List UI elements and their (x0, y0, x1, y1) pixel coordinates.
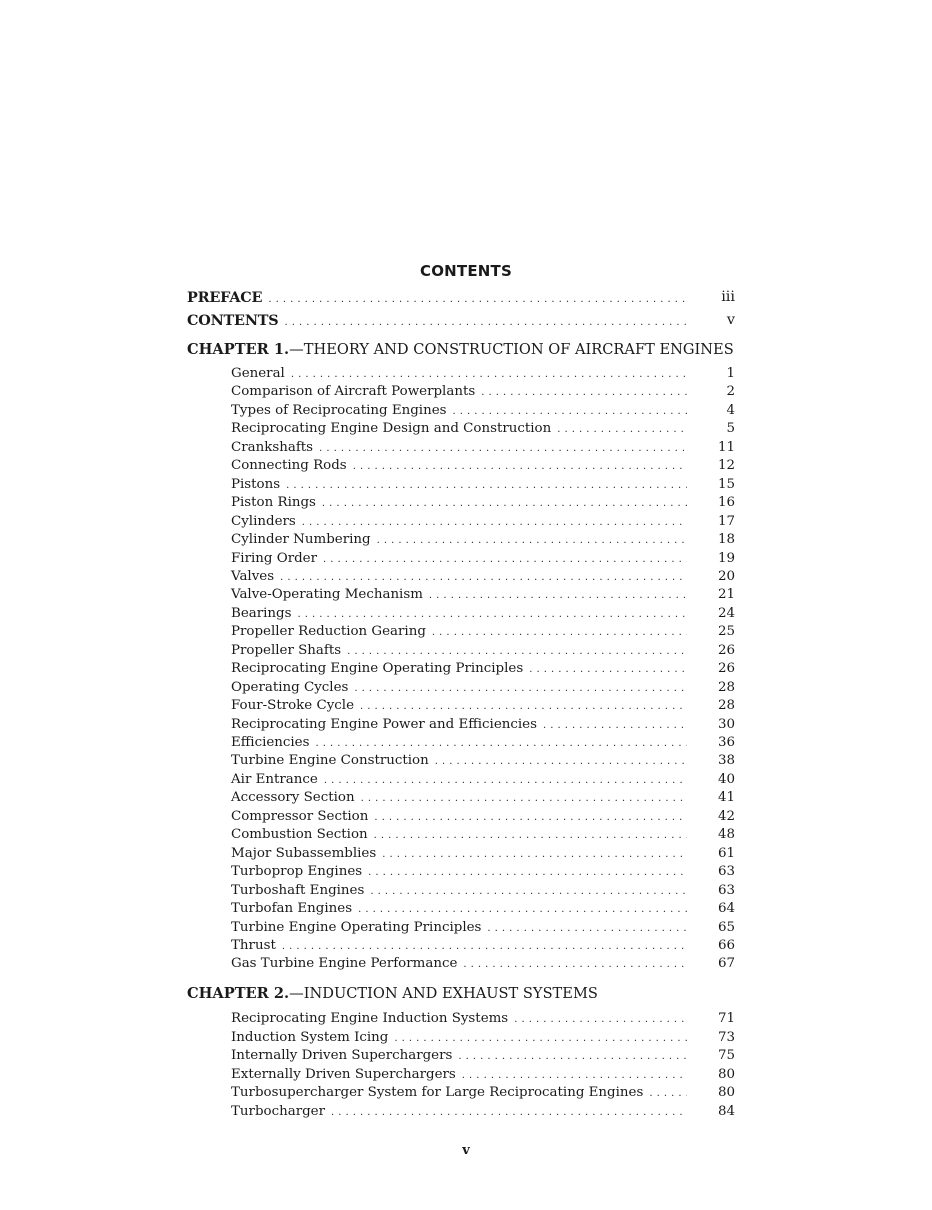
leader-dots (358, 904, 687, 915)
toc-entry[interactable] (231, 753, 735, 771)
toc-entry-preface[interactable] (187, 289, 735, 307)
toc-entry-label: Combustion Section (231, 827, 368, 843)
toc-entry[interactable] (231, 1103, 735, 1122)
toc-entry[interactable] (231, 698, 735, 716)
toc-entry[interactable] (231, 735, 735, 753)
toc-page-number: 4 (726, 402, 735, 418)
leader-dots (543, 720, 687, 731)
leader-dots (374, 812, 687, 823)
toc-page-number: 63 (717, 864, 735, 880)
toc-page-number: 40 (717, 771, 735, 787)
toc-entry-label: Firing Order (231, 550, 317, 566)
toc-page-number: 2 (726, 384, 735, 400)
toc-page-number: 80 (717, 1066, 735, 1082)
toc-entry-label: Externally Driven Superchargers (231, 1066, 456, 1082)
toc-entry-label: PREFACE (187, 289, 263, 306)
toc-entry[interactable] (231, 937, 735, 956)
toc-entry[interactable] (231, 845, 735, 864)
toc-entry[interactable] (231, 402, 735, 421)
leader-dots (331, 1107, 687, 1118)
leader-dots (649, 1088, 687, 1099)
toc-entry-label: Reciprocating Engine Operating Principles (231, 661, 524, 677)
toc-entry[interactable] (231, 679, 735, 698)
toc-page-number: 38 (717, 753, 735, 769)
toc-entry-label: Induction System Icing (231, 1029, 389, 1045)
page-folio: v (462, 1143, 470, 1158)
leader-dots (458, 1051, 687, 1062)
toc-entry[interactable] (231, 864, 735, 882)
toc-entry-label: CONTENTS (187, 312, 279, 329)
toc-entry-label: Turbocharger (231, 1103, 325, 1119)
toc-entry-label: Major Subassemblies (231, 845, 377, 861)
toc-entry-label: Reciprocating Engine Design and Construction (231, 421, 552, 437)
chapter-title: —THEORY AND CONSTRUCTION OF AIRCRAFT ENGINES (289, 341, 734, 358)
leader-dots (453, 406, 688, 417)
toc-entry[interactable] (231, 1085, 735, 1103)
toc-entry[interactable] (231, 827, 735, 845)
toc-entry-label: Pistons (231, 476, 281, 492)
toc-page-number: 36 (717, 735, 735, 750)
toc-page-number: 21 (717, 587, 735, 603)
toc-page-number: 42 (717, 808, 735, 824)
leader-dots (284, 317, 687, 328)
toc-entry-label: Accessory Section (231, 790, 355, 806)
leader-dots (291, 369, 687, 380)
leader-dots (514, 1014, 687, 1025)
toc-entry[interactable] (231, 1048, 735, 1066)
toc-page-number: 67 (717, 956, 735, 972)
chapter-number: CHAPTER 1. (187, 341, 290, 358)
toc-page-number: 18 (717, 532, 735, 548)
chapter-heading[interactable] (187, 985, 598, 1002)
toc-entry[interactable] (231, 366, 735, 384)
toc-entry-label: Turboshaft Engines (231, 882, 365, 898)
toc-page-number: 61 (717, 845, 735, 861)
toc-entry-label: Turbine Engine Construction (231, 753, 429, 769)
toc-entry-label: Air Entrance (231, 771, 318, 787)
toc-entry[interactable] (231, 495, 735, 513)
toc-page-number: 84 (717, 1103, 735, 1119)
chapter-title: —INDUCTION AND EXHAUST SYSTEMS (289, 985, 598, 1002)
leader-dots (353, 461, 687, 472)
toc-page-number: 26 (717, 661, 735, 677)
toc-entry[interactable] (231, 882, 735, 901)
toc-entry-label: Turbofan Engines (231, 901, 353, 917)
toc-entry-label: Internally Driven Superchargers (231, 1048, 453, 1063)
leader-dots (324, 775, 687, 786)
toc-entry-label: Thrust (231, 937, 276, 953)
leader-dots (319, 443, 687, 454)
toc-page-number: 75 (717, 1048, 735, 1063)
leader-dots (394, 1033, 687, 1044)
toc-entry[interactable] (231, 605, 735, 624)
toc-entry-label: Operating Cycles (231, 679, 349, 695)
toc-page-number: 66 (717, 937, 735, 953)
toc-entry[interactable] (231, 624, 735, 642)
leader-dots (429, 590, 687, 601)
toc-entry[interactable] (231, 513, 735, 532)
toc-entry-label: Comparison of Aircraft Powerplants (231, 384, 476, 400)
toc-entry-label: Bearings (231, 605, 292, 621)
toc-page-number: 28 (717, 698, 735, 714)
toc-entry-contents[interactable] (187, 312, 735, 330)
toc-entry[interactable] (231, 901, 735, 919)
toc-page-number: 65 (717, 919, 735, 935)
toc-entry[interactable] (231, 458, 735, 476)
toc-entry[interactable] (231, 476, 735, 495)
toc-page-number: 20 (717, 568, 735, 584)
leader-dots (463, 959, 687, 970)
page-title: CONTENTS (420, 262, 512, 280)
toc-entry[interactable] (231, 808, 735, 827)
toc-entry-label: Cylinders (231, 513, 296, 529)
toc-page-number: 5 (726, 421, 735, 437)
toc-entry[interactable] (231, 642, 735, 661)
leader-dots (462, 1070, 687, 1081)
leader-dots (347, 646, 687, 657)
leader-dots (374, 830, 687, 841)
toc-entry-label: Reciprocating Engine Power and Efficiencies (231, 716, 537, 732)
toc-page-number: 63 (717, 882, 735, 898)
toc-page-number: 28 (717, 679, 735, 695)
toc-entry[interactable] (231, 439, 735, 458)
toc-page-number: 71 (717, 1011, 735, 1026)
leader-dots (322, 498, 687, 509)
toc-entry[interactable] (231, 1011, 735, 1029)
toc-entry-label: Piston Rings (231, 495, 316, 511)
toc-entry-label: Compressor Section (231, 808, 369, 824)
leader-dots (286, 480, 687, 491)
toc-entry[interactable] (231, 771, 735, 790)
toc-entry-label: Gas Turbine Engine Performance (231, 956, 458, 972)
toc-page-number: 30 (717, 716, 735, 732)
toc-page-number: 73 (717, 1029, 735, 1045)
leader-dots (361, 793, 687, 804)
toc-page-number: iii (721, 289, 735, 305)
toc-entry-label: Valves (231, 568, 275, 584)
toc-entry-label: Crankshafts (231, 439, 314, 455)
toc-page-number: 19 (717, 550, 735, 566)
toc-entry-label: Efficiencies (231, 735, 310, 750)
toc-entry-label: Four-Stroke Cycle (231, 698, 354, 714)
toc-entry-label: Turbine Engine Operating Principles (231, 919, 482, 935)
leader-dots (360, 701, 687, 712)
toc-page-number: 80 (717, 1085, 735, 1100)
leader-dots (529, 664, 687, 675)
toc-entry-label: Connecting Rods (231, 458, 347, 474)
toc-entry-label: Reciprocating Engine Induction Systems (231, 1011, 509, 1026)
toc-page-number: 1 (726, 366, 735, 381)
toc-entry[interactable] (231, 661, 735, 679)
toc-page-number: 12 (717, 458, 735, 474)
toc-page-number: 24 (717, 605, 735, 621)
toc-entry-label: Valve-Operating Mechanism (231, 587, 423, 603)
toc-entry[interactable] (231, 956, 735, 974)
leader-dots (280, 572, 687, 583)
toc-entry[interactable] (231, 716, 735, 735)
leader-dots (368, 867, 687, 878)
toc-entry[interactable] (231, 568, 735, 587)
toc-entry[interactable] (231, 532, 735, 550)
leader-dots (432, 627, 687, 638)
toc-page-number: 26 (717, 642, 735, 658)
toc-entry-label: General (231, 366, 285, 381)
toc-entry-label: Propeller Shafts (231, 642, 342, 658)
toc-page-number: 25 (717, 624, 735, 640)
toc-entry[interactable] (231, 550, 735, 569)
leader-dots (298, 609, 688, 620)
toc-page-number: 64 (717, 901, 735, 917)
toc-page-number: 11 (717, 439, 735, 455)
leader-dots (323, 554, 687, 565)
toc-page-number: 17 (717, 513, 735, 529)
leader-dots (377, 535, 687, 546)
toc-entry[interactable] (231, 919, 735, 938)
chapter-heading[interactable] (187, 341, 734, 358)
toc-entry-label: Cylinder Numbering (231, 532, 371, 548)
leader-dots (268, 294, 687, 305)
leader-dots (382, 849, 687, 860)
toc-entry[interactable] (231, 1029, 735, 1048)
toc-page-number: 15 (717, 476, 735, 492)
leader-dots (315, 738, 687, 749)
leader-dots (354, 683, 687, 694)
leader-dots (487, 923, 687, 934)
leader-dots (481, 387, 687, 398)
toc-entry[interactable] (231, 790, 735, 808)
leader-dots (435, 756, 687, 767)
toc-entry[interactable] (231, 587, 735, 605)
leader-dots (302, 517, 687, 528)
toc-entry-label: Turbosupercharger System for Large Reciprocating Engines (231, 1085, 644, 1100)
leader-dots (282, 941, 687, 952)
toc-entry[interactable] (231, 384, 735, 402)
chapter-number: CHAPTER 2. (187, 985, 290, 1002)
toc-entry-label: Propeller Reduction Gearing (231, 624, 426, 640)
toc-page-number: 16 (717, 495, 735, 511)
toc-page-number: 41 (717, 790, 735, 806)
toc-entry[interactable] (231, 1066, 735, 1085)
leader-dots (370, 886, 687, 897)
leader-dots (557, 424, 687, 435)
toc-page-number: v (726, 312, 735, 328)
toc-entry-label: Types of Reciprocating Engines (231, 402, 447, 418)
toc-page-number: 48 (717, 827, 735, 843)
toc-entry[interactable] (231, 421, 735, 439)
toc-entry-label: Turboprop Engines (231, 864, 363, 880)
